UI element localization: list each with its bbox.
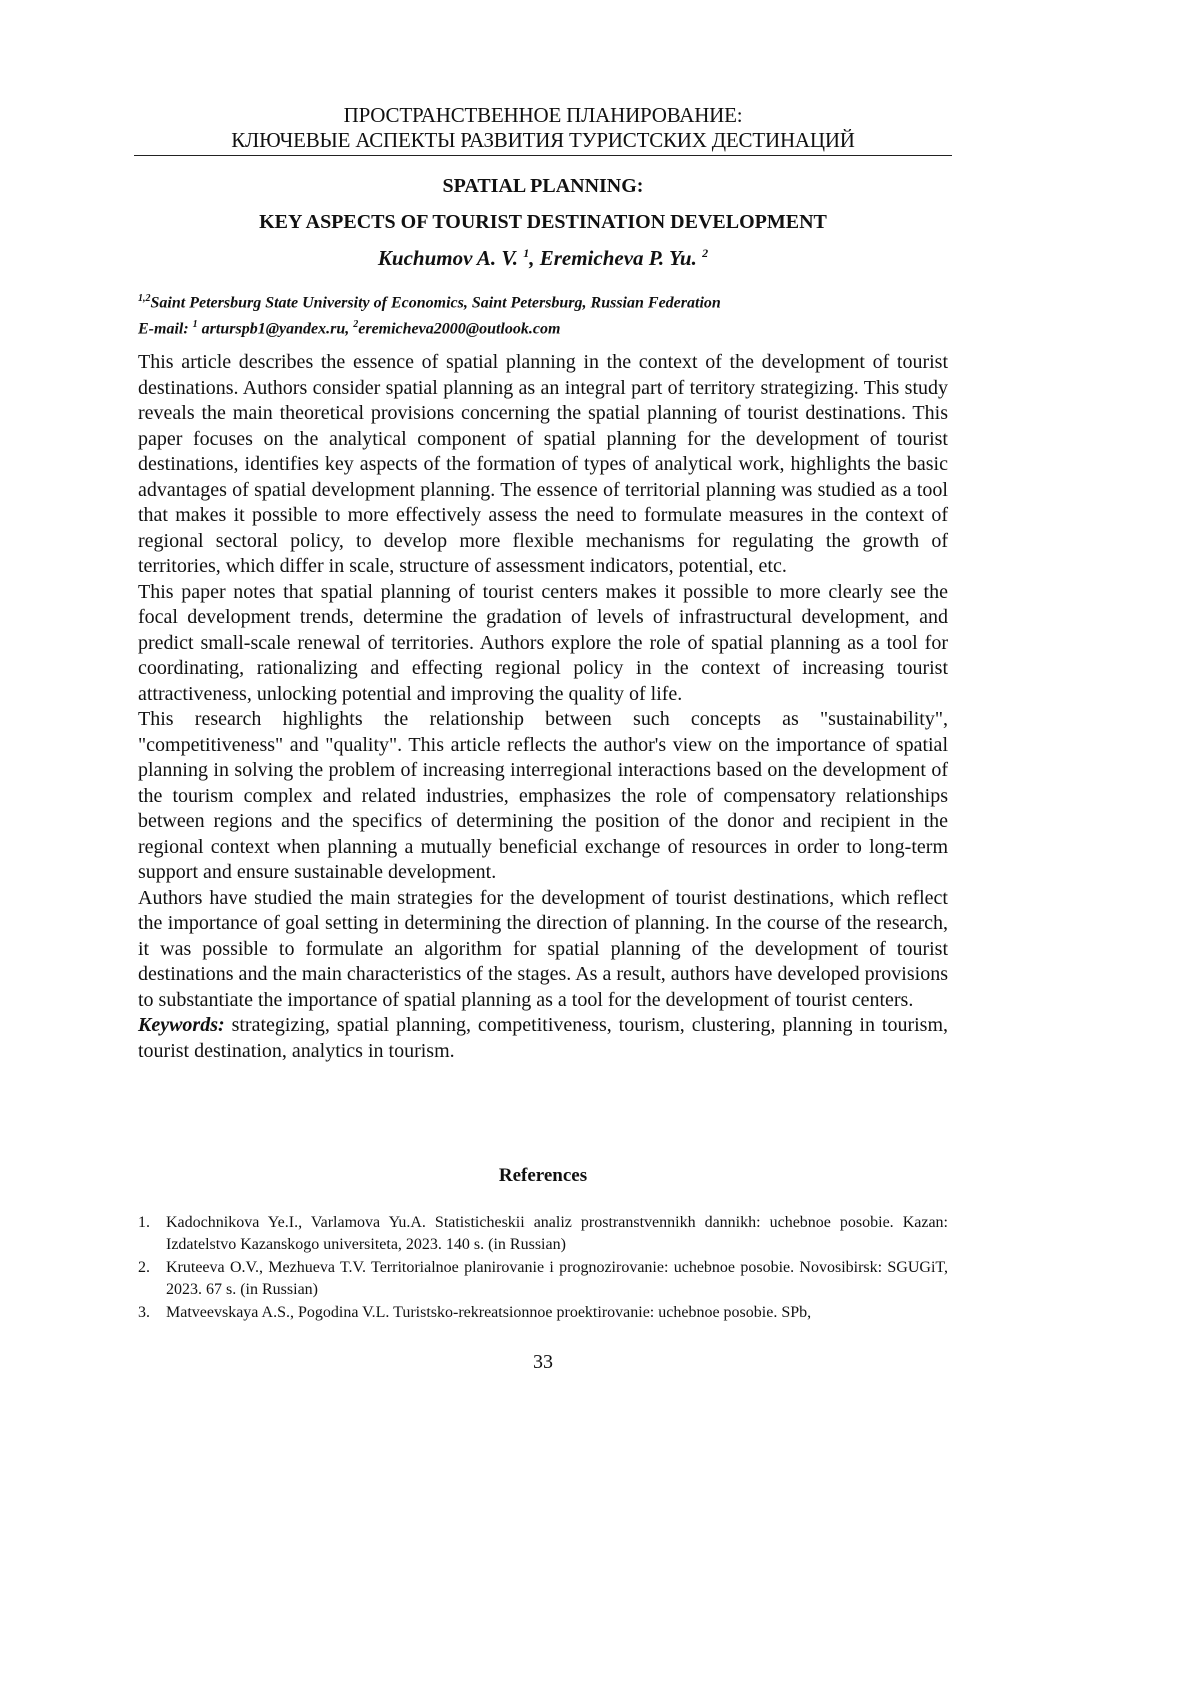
page-number: 33	[533, 1351, 553, 1373]
email-line	[138, 314, 956, 340]
reference-number: 1.	[138, 1214, 150, 1231]
email-2-link[interactable]: eremicheva2000@outlook.com	[358, 320, 561, 338]
author-1-superscript: 1	[523, 246, 530, 260]
running-header-line-2: КЛЮЧЕВЫЕ АСПЕКТЫ РАЗВИТИЯ ТУРИСТСКИХ ДЕСТИНАЦИЙ	[231, 128, 855, 152]
abstract-paragraph-4: Authors have studied the main strategies for the development of tourist destinations, which reflect the importance of goal setting in determining the direction of planning. In the course of the research, it was possible to formulate an algorithm for spatial planning of the development of tourist destinations and the main characteristics of the stages. As a result, authors have developed provisions to substantiate the importance of spatial planning as a tool for the development of tourist centers.	[138, 886, 948, 1011]
keywords-text: strategizing, spatial planning, competitiveness, tourism, clustering, planning in tourism, tourist destination, analytics in tourism.	[138, 1014, 948, 1062]
reference-text: Matveevskaya A.S., Pogodina V.L. Turistsko-rekreatsionnoe proektirovanie: uchebnoe posobie. SPb,	[166, 1304, 812, 1321]
affiliation-line	[138, 288, 956, 314]
abstract-paragraph-2: This paper notes that spatial planning of tourist centers makes it possible to more clearly see the focal development trends, determine the gradation of levels of infrastructural development, and predict small-scale renewal of territories. Authors explore the role of spatial planning as a tool for coordinating, rationalizing and effecting regional policy in the context of increasing tourist attractiveness, unlocking potential and improving the quality of life.	[138, 580, 948, 705]
author-separator: ,	[529, 246, 540, 270]
affiliation	[138, 288, 956, 341]
references-list	[138, 1212, 948, 1325]
reference-number: 2.	[138, 1259, 150, 1276]
reference-item	[138, 1257, 948, 1301]
affiliation-text: Saint Petersburg State University of Economics, Saint Petersburg, Russian Federation	[150, 294, 721, 312]
email-2-superscript: 2	[353, 319, 359, 331]
affiliation-superscript: 1,2	[138, 293, 151, 304]
keywords-label: Keywords:	[138, 1014, 225, 1036]
reference-item	[138, 1302, 948, 1324]
reference-text: Kadochnikova Ye.I., Varlamova Yu.A. Statisticheskii analiz prostranstvennikh dannikh: uchebnoe posobie. Kazan: Izdatelstvo Kazanskogo universiteta, 2023. 140 s. (in Russian)	[166, 1214, 948, 1253]
paper-title-line-2: KEY ASPECTS OF TOURIST DESTINATION DEVELOPMENT	[259, 211, 827, 233]
email-1-superscript: 1	[192, 319, 198, 331]
author-2-superscript: 2	[702, 246, 709, 260]
references-title: References	[498, 1165, 588, 1186]
reference-item	[138, 1212, 948, 1256]
running-header	[134, 103, 952, 156]
author-2-name: Eremicheva P. Yu.	[539, 246, 697, 270]
authors	[134, 246, 952, 271]
email-label: E-mail:	[138, 320, 189, 338]
keywords	[138, 1013, 948, 1064]
reference-number: 3.	[138, 1304, 150, 1321]
reference-text: Kruteeva O.V., Mezhueva T.V. Territorialnoe planirovanie i prognozirovanie: uchebnoe posobie. Novosibirsk: SGUGiT, 2023. 67 s. (in Russian)	[166, 1259, 948, 1298]
running-header-line-1: ПРОСТРАНСТВЕННОЕ ПЛАНИРОВАНИЕ:	[343, 103, 743, 127]
author-1-name: Kuchumov A. V.	[377, 246, 518, 270]
abstract-paragraph-1: This article describes the essence of spatial planning in the context of the development of tourist destinations. Authors consider spatial planning as an integral part of territory strategizing. This study reveals the main theoretical provisions concerning the spatial planning of tourist destinations. This paper focuses on the analytical component of spatial planning for the development of tourist destinations, identifies key aspects of the formation of types of analytical work, highlights the basic advantages of spatial development planning. The essence of territorial planning was studied as a tool that makes it possible to more effectively assess the need to formulate measures in the context of regional sectoral policy, to develop more flexible mechanisms for regulating the growth of territories, which differ in scale, structure of assessment indicators, potential, etc.	[138, 351, 948, 577]
abstract-paragraph-3: This research highlights the relationship between such concepts as "sustainability", "competitiveness" and "quality". This article reflects the author's view on the importance of spatial planning in solving the problem of increasing interregional interactions based on the development of the tourism complex and related industries, emphasizes the role of compensatory relationships between regions and the specifics of determining the position of the donor and recipient in the regional context when planning a mutually beneficial exchange of resources in order to long-term support and ensure sustainable development.	[138, 708, 948, 883]
email-1-link[interactable]: arturspb1@yandex.ru,	[201, 320, 350, 338]
abstract	[138, 350, 948, 1064]
paper-title-line-1: SPATIAL PLANNING:	[442, 175, 644, 197]
